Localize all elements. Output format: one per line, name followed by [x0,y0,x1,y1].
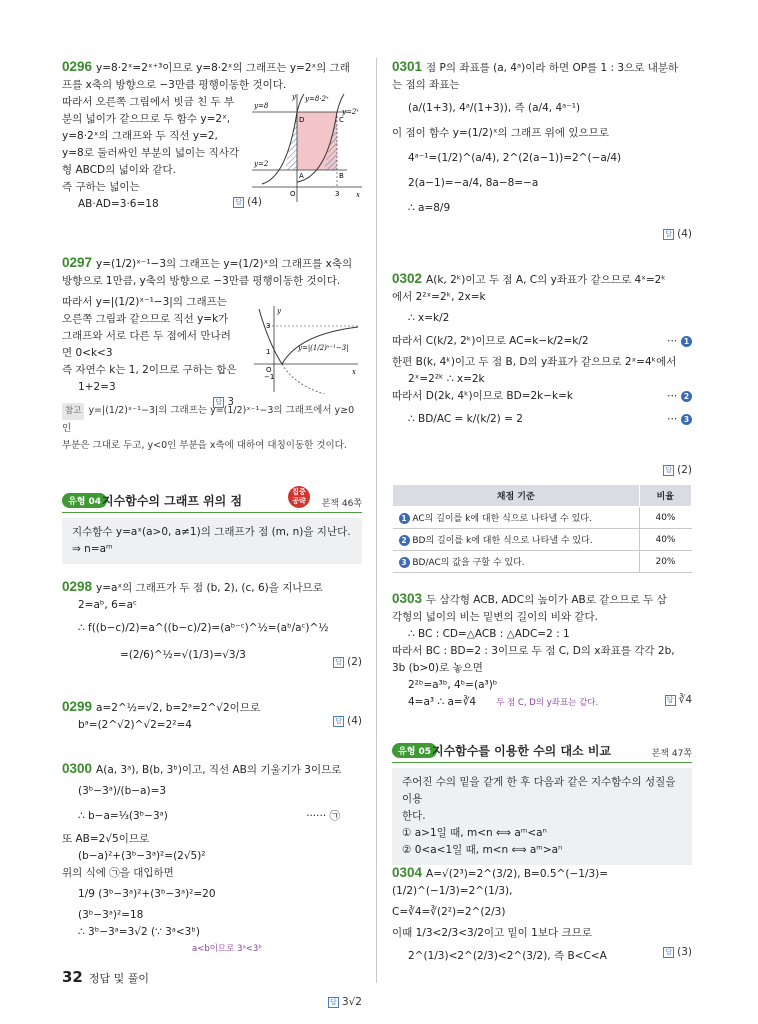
answer [328,996,362,1008]
answer-icon: 답 [213,397,224,408]
line: ∴ 3ᵇ−3ᵃ=3√2 (∵ 3ᵃ<3ᵇ) [78,926,200,938]
box-line: ② 0<a<1일 때, m<n ⟺ aᵐ>aⁿ [402,844,563,856]
table-row [393,529,692,551]
line: ∴ BD/AC = k/(k/2) = 2 [408,413,523,425]
label-A: A [299,172,304,180]
type-04-header [62,488,362,513]
problem-0302: 0302 A(k, 2ᵏ)이고 두 점 A, C의 y좌표가 같으므로 4ˣ=2ᵏ 에서 2²ˣ=2ᵏ, 2x=k ∴ x=k/2 따라서 C(k/2, 2ᵏ)이므로 AC=k−k/2=k/2 ⋯ 1 한편 B(k, 4ᵏ)이고 두 점 B, D의 y좌표가 같으므로 2ˣ=4ᵏ에서 2ˣ=2²ᵏ ∴ x=2k 따라서 D(2k, 4ᵏ)이므로 BD=2k−k=k ⋯ 2 ∴ BD/AC = k/(k/2) = 2 ⋯ 3 답 (2) 채점 기준 비율 1 AC의 길이를 k에 대한 식으로 나타낼 수 있다. 40% 2 BD의 길이를 k에 대한 식으로 나타낼 수 있다. 40% 3 BD/AC의 값을 구할 수 있다. 20% [392,270,692,428]
focus-badge: 집중 공략 [288,486,310,508]
line: ∴ b−a=⅓(3ᵇ−3ᵃ) [78,810,168,822]
line: 또 AB=2√5이므로 [62,833,150,845]
line: 오른쪽 그림과 같으므로 직선 y=k가 [62,313,229,325]
line: 2²ᵇ=a³ᵇ, 4ᵇ=(a³)ᵇ [408,679,498,691]
line: 는 점의 좌표는 [392,79,460,91]
line: 2^(1/3)<2^(2/3)<2^(3/2), 즉 B<C<A [408,950,607,962]
line: A(a, 3ᵃ), B(b, 3ᵇ)이고, 직선 AB의 기울기가 3이므로 [96,764,342,776]
line: A(k, 2ᵏ)이고 두 점 A, C의 y좌표가 같으므로 4ˣ=2ᵏ [426,274,666,286]
type-title: 지수함수의 그래프 위의 점 [102,494,243,508]
line: a=2^½=√2, b=2ᵃ=2^√2이므로 [96,702,261,714]
box-line: 한다. [402,810,426,822]
step-marker: 1 [681,336,692,347]
line: 그래프와 서로 다른 두 점에서 만나려 [62,330,231,342]
type-reference: 본책 47쪽 [651,749,692,759]
label-D: D [299,116,305,124]
line: =(2/6)^½=√(1/3)=√3/3 [120,649,246,661]
answer: 답 (3) [663,946,692,958]
answer-icon: 답 [333,657,344,668]
problem-0296 [62,58,362,213]
type-reference: 본책 46쪽 [321,499,362,509]
answer-value: 4 [351,715,358,727]
answer: 답 (4) [233,196,262,208]
problem-number: 0299 [62,699,93,714]
line: (3ᵇ−3ᵃ)²=18 [78,909,144,921]
label-f1: y=8·2ˣ [305,95,329,103]
line: 즉 자연수 k는 1, 2이므로 구하는 합은 [62,364,237,376]
line: (3ᵇ−3ᵃ)/(b−a)=3 [78,785,167,797]
side-note: a<b이므로 3ᵃ<3ᵇ [192,944,262,954]
line: y=aˣ의 그래프가 두 점 (b, 2), (c, 6)을 지나므로 [96,582,323,594]
step-marker: 3 [399,557,410,568]
note-line: y=|(1/2)ˣ⁻¹−3|의 그래프는 y=(1/2)ˣ⁻¹−3의 그래프에서 y≥0인 [62,405,355,434]
line: A=√(2³)=2^(3/2), B=0.5^(−1/3)=(1/2)^(−1/3)=2^(1/3), [392,868,609,897]
graph-0297 [254,304,362,394]
answer-value: 3 [681,946,688,958]
graph-0296 [252,92,364,204]
answer-value: 4 [251,196,258,208]
note-line: 부분은 그대로 두고, y<0인 부분을 x축에 대하여 대칭이동한 것이다. [62,440,347,451]
label-x-axis: x [352,368,356,376]
line: 위의 식에 ㉠을 대입하면 [62,867,174,879]
criterion: BD의 길이를 k에 대한 식으로 나타낼 수 있다. [412,536,593,546]
problem-number: 0301 [392,59,423,74]
problem-number: 0298 [62,579,93,594]
problem-number: 0302 [392,271,423,286]
answer-icon: 답 [665,695,676,706]
label-x3: 3 [335,190,340,198]
type-05-box [392,768,692,865]
curve-original [282,364,358,394]
answer [213,396,234,408]
label-origin: O [266,366,272,374]
line: 이때 1/3<2/3<3/2이고 밑이 1보다 크므로 [392,927,592,939]
answer: 답 (4) [333,715,362,727]
side-note: 두 점 C, D의 y좌표는 같다. [496,698,599,708]
line: 따라서 C(k/2, 2ᵏ)이므로 AC=k−k/2=k/2 [392,335,589,347]
box-line: 주어진 수의 밑을 같게 한 후 다음과 같은 지수함수의 성질을 이용 [402,776,676,805]
answer: 답 (4) [663,228,692,240]
problem-number: 0300 [62,761,93,776]
answer-value: 4 [681,228,688,240]
type-pill: 유형 05 [392,743,437,758]
problem-0297 [62,254,362,454]
line: ∴ f((b−c)/2)=a^((b−c)/2)=(aᵇ⁻ᶜ)^½=(aᵇ/aᶜ)^½ [78,622,329,634]
step-marker: 1 [399,513,410,524]
step-marker: 2 [681,391,692,402]
label-y-axis: y [277,307,281,315]
line: 한편 B(k, 4ᵏ)이고 두 점 B, D의 y좌표가 같으므로 2ˣ=4ᵏ에서 [392,356,677,368]
step-marker: 2 [399,535,410,546]
problem-0298 [62,578,362,668]
note-tag: 참고 [62,403,84,420]
line: 4ᵃ⁻¹=(1/2)^(a/4), 2^(2(a−1))=2^(−a/4) [408,152,622,164]
box-line: ⇒ n=aᵐ [72,543,113,555]
answer-icon: 답 [663,947,674,958]
label-f2: y=2ˣ [342,108,359,116]
line: 2=aᵇ, 6=aᶜ [78,599,137,611]
label-y-axis: y [292,93,296,101]
answer: 답 (2) [333,656,362,668]
line: y=8·2ˣ의 그래프와 두 직선 y=2, [62,130,218,142]
problem-number: 0297 [62,255,93,270]
answer-icon: 답 [333,716,344,727]
line: ∴ x=k/2 [408,312,450,324]
answer-icon: 답 [233,197,244,208]
answer-icon: 답 [663,229,674,240]
problem-number: 0303 [392,591,423,606]
line: 따라서 BC : BD=2 : 3이므로 두 점 C, D의 x좌표를 각각 2b, [392,645,675,657]
line: 각형의 넓이의 비는 밑변의 길이의 비와 같다. [392,611,598,623]
line: 4=a³ ∴ a=∛4 [408,696,477,708]
problem-number: 0296 [62,59,93,74]
line: 1+2=3 [78,381,116,393]
line: 2ˣ=2²ᵏ ∴ x=2k [408,373,485,385]
line: (b−a)²+(3ᵇ−3ᵃ)²=(2√5)² [78,850,206,862]
line: 2(a−1)=−a/4, 8a−8=−a [408,177,539,189]
label-origin: O [290,190,296,198]
answer-value: 3 [227,396,234,408]
answer-icon: 답 [328,997,339,1008]
line: y=8·2ˣ=2ˣ⁺³이므로 y=8·2ˣ의 그래프는 y=2ˣ의 그래 [96,62,350,74]
line: 따라서 오른쪽 그림에서 빗금 친 두 부 [62,96,235,108]
label-ym1: −1 [264,373,275,381]
line: y=(1/2)ˣ⁻¹−3의 그래프는 y=(1/2)ˣ의 그래프를 x축의 [96,258,353,270]
line: 따라서 y=|(1/2)ˣ⁻¹−3|의 그래프는 [62,296,227,308]
problem-number: 0304 [392,865,423,880]
answer-value: 2 [681,464,688,476]
label-y1: 1 [266,348,271,356]
line: 면 0<k<3 [62,347,113,359]
line: C=∛4=∛(2²)=2^(2/3) [392,906,506,918]
type-04-box [62,518,362,564]
table-header: 채점 기준 [393,485,640,507]
label-B: B [339,172,344,180]
line: 분의 넓이가 같으므로 두 함수 y=2ˣ, [62,113,231,125]
page-number: 32 [62,968,83,986]
line: ∴ a=8/9 [408,202,451,214]
line: 이 점이 함수 y=(1/2)ˣ의 그래프 위에 있으므로 [392,127,609,139]
line: 두 삼각형 ACB, ADC의 높이가 AB로 같으므로 두 삼 [426,594,667,606]
column-divider [376,58,377,983]
line: AB·AD=3·6=18 [78,198,159,210]
line: 점 P의 좌표를 (a, 4ᵃ)이라 하면 OP를 1 : 3으로 내분하 [426,62,679,74]
label-y3: 3 [266,322,271,330]
problem-0301 [392,58,692,240]
line: 따라서 D(2k, 4ᵏ)이므로 BD=2k−k=k [392,390,574,402]
ratio: 40% [639,529,692,551]
page-footer [62,968,149,986]
label-x-axis: x [356,191,360,199]
table-header: 비율 [639,485,692,507]
type-05-header [392,742,692,763]
line: 3b (b>0)로 놓으면 [392,662,483,674]
table-row [393,551,692,573]
ratio: 20% [639,551,692,573]
line: y=8로 둘러싸인 부분의 넓이는 직사각 [62,147,240,159]
label-y8: y=8 [254,102,269,110]
line: 형 ABCD의 넓이와 같다. [62,164,176,176]
ratio: 40% [639,507,692,529]
equation-mark: ······ ㉠ [306,810,340,822]
line: 에서 2²ˣ=2ᵏ, 2x=k [392,291,486,303]
label-y2: y=2 [254,160,269,168]
line: 1/9 (3ᵇ−3ᵃ)²+(3ᵇ−3ᵃ)²=20 [78,888,216,900]
problem-0303 [392,590,692,712]
scoring-table [392,484,692,573]
line: ∴ BC : CD=△ACB : △ADC=2 : 1 [408,628,570,640]
box-line: 지수함수 y=aˣ(a>0, a≠1)의 그래프가 점 (m, n)을 지난다. [72,526,351,538]
answer-value: 2 [351,656,358,668]
answer [665,694,692,706]
problem-0299 [62,698,362,734]
answer: 답 (2) [663,464,692,476]
answer-value: ∛4 [678,694,692,706]
line: bᵃ=(2^√2)^√2=2²=4 [78,719,192,731]
label-C: C [339,116,344,124]
type-title: 지수함수를 이용한 수의 대소 비교 [432,744,612,758]
table-row [393,507,692,529]
line: 즉 구하는 넓이는 [62,181,140,193]
line: (a/(1+3), 4ᵃ/(1+3)), 즉 (a/4, 4ᵃ⁻¹) [408,102,581,114]
box-line: ① a>1일 때, m<n ⟺ aᵐ<aⁿ [402,827,547,839]
line: 프를 x축의 방향으로 −3만큼 평행이동한 것이다. [62,79,287,91]
type-pill: 유형 04 [62,493,107,508]
criterion: BD/AC의 값을 구할 수 있다. [412,558,525,568]
line: 방향으로 1만큼, y축의 방향으로 −3만큼 평행이동한 것이다. [62,275,341,287]
footer-label: 정답 및 풀이 [88,972,149,985]
answer-icon: 답 [663,465,674,476]
criterion: AC의 길이를 k에 대한 식으로 나타낼 수 있다. [412,514,592,524]
problem-0304 [392,864,692,965]
label-function: y=|(1/2)ˣ⁻¹−3| [298,344,349,352]
answer-value: 3√2 [341,996,362,1008]
step-marker: 3 [681,414,692,425]
